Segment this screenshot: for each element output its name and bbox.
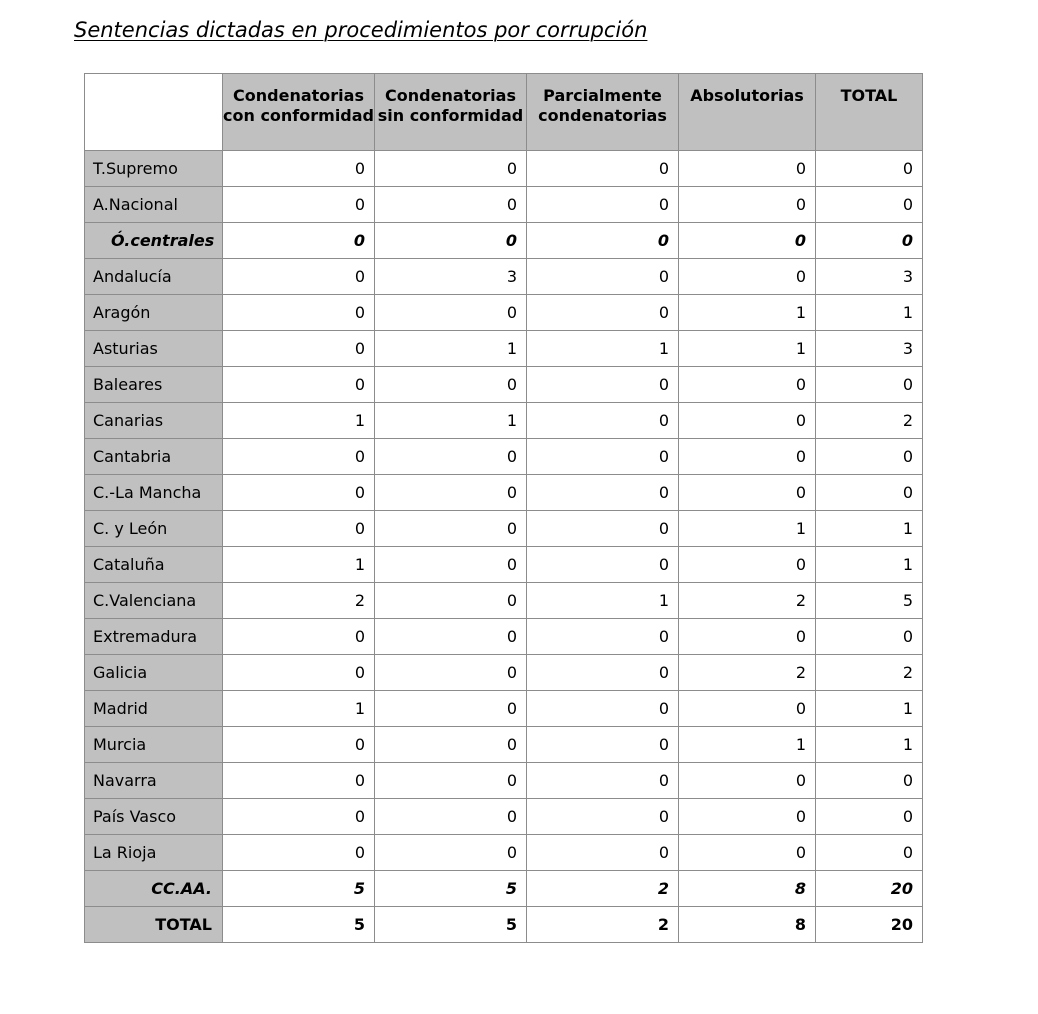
cell-absolutorias: 0 bbox=[679, 835, 816, 871]
cell-total: 1 bbox=[816, 691, 923, 727]
cell-con-conformidad: 1 bbox=[223, 691, 375, 727]
cell-con-conformidad: 5 bbox=[223, 871, 375, 907]
cell-parcialmente: 0 bbox=[527, 439, 679, 475]
cell-parcialmente: 0 bbox=[527, 511, 679, 547]
cell-total: 5 bbox=[816, 583, 923, 619]
cell-con-conformidad: 0 bbox=[223, 331, 375, 367]
row-label: CC.AA. bbox=[85, 871, 223, 907]
cell-total: 0 bbox=[816, 835, 923, 871]
cell-absolutorias: 0 bbox=[679, 691, 816, 727]
cell-total: 1 bbox=[816, 547, 923, 583]
cell-parcialmente: 0 bbox=[527, 655, 679, 691]
row-label: Cantabria bbox=[85, 439, 223, 475]
table-header-row bbox=[85, 74, 923, 151]
cell-parcialmente: 0 bbox=[527, 151, 679, 187]
cell-parcialmente: 0 bbox=[527, 619, 679, 655]
cell-parcialmente: 0 bbox=[527, 799, 679, 835]
cell-con-conformidad: 0 bbox=[223, 187, 375, 223]
table-row bbox=[85, 295, 923, 331]
cell-total: 0 bbox=[816, 619, 923, 655]
cell-absolutorias: 0 bbox=[679, 151, 816, 187]
cell-absolutorias: 0 bbox=[679, 619, 816, 655]
row-label: A.Nacional bbox=[85, 187, 223, 223]
cell-con-conformidad: 0 bbox=[223, 835, 375, 871]
cell-parcialmente: 2 bbox=[527, 907, 679, 943]
cell-absolutorias: 1 bbox=[679, 331, 816, 367]
cell-absolutorias: 0 bbox=[679, 439, 816, 475]
cell-absolutorias: 0 bbox=[679, 367, 816, 403]
table-row bbox=[85, 187, 923, 223]
cell-total: 0 bbox=[816, 187, 923, 223]
row-label: Galicia bbox=[85, 655, 223, 691]
cell-absolutorias: 8 bbox=[679, 871, 816, 907]
cell-con-conformidad: 0 bbox=[223, 619, 375, 655]
cell-parcialmente: 0 bbox=[527, 187, 679, 223]
row-label: Murcia bbox=[85, 727, 223, 763]
table-row bbox=[85, 223, 923, 259]
cell-con-conformidad: 2 bbox=[223, 583, 375, 619]
cell-absolutorias: 0 bbox=[679, 475, 816, 511]
row-label: Canarias bbox=[85, 403, 223, 439]
row-label: Aragón bbox=[85, 295, 223, 331]
table-row bbox=[85, 403, 923, 439]
cell-sin-conformidad: 0 bbox=[375, 547, 527, 583]
cell-absolutorias: 0 bbox=[679, 403, 816, 439]
cell-con-conformidad: 0 bbox=[223, 151, 375, 187]
cell-parcialmente: 0 bbox=[527, 223, 679, 259]
header-condenatorias-con-conformidad: Condenatorias con conformidad bbox=[223, 74, 375, 151]
cell-total: 1 bbox=[816, 727, 923, 763]
table-row bbox=[85, 763, 923, 799]
cell-absolutorias: 1 bbox=[679, 295, 816, 331]
cell-con-conformidad: 0 bbox=[223, 511, 375, 547]
cell-parcialmente: 0 bbox=[527, 475, 679, 511]
cell-sin-conformidad: 0 bbox=[375, 511, 527, 547]
cell-total: 1 bbox=[816, 295, 923, 331]
row-label: Andalucía bbox=[85, 259, 223, 295]
cell-con-conformidad: 0 bbox=[223, 367, 375, 403]
cell-total: 2 bbox=[816, 403, 923, 439]
cell-con-conformidad: 1 bbox=[223, 547, 375, 583]
row-label: C. y León bbox=[85, 511, 223, 547]
table-row bbox=[85, 583, 923, 619]
row-label: Navarra bbox=[85, 763, 223, 799]
cell-absolutorias: 0 bbox=[679, 799, 816, 835]
cell-con-conformidad: 1 bbox=[223, 403, 375, 439]
row-label: Baleares bbox=[85, 367, 223, 403]
table-row bbox=[85, 691, 923, 727]
cell-parcialmente: 0 bbox=[527, 367, 679, 403]
header-absolutorias: Absolutorias bbox=[679, 74, 816, 151]
cell-absolutorias: 0 bbox=[679, 547, 816, 583]
cell-absolutorias: 0 bbox=[679, 259, 816, 295]
cell-absolutorias: 0 bbox=[679, 223, 816, 259]
table-row bbox=[85, 799, 923, 835]
table-row bbox=[85, 511, 923, 547]
row-label: T.Supremo bbox=[85, 151, 223, 187]
cell-con-conformidad: 5 bbox=[223, 907, 375, 943]
table-row bbox=[85, 907, 923, 943]
cell-sin-conformidad: 0 bbox=[375, 439, 527, 475]
cell-parcialmente: 1 bbox=[527, 583, 679, 619]
cell-parcialmente: 0 bbox=[527, 691, 679, 727]
table-row bbox=[85, 547, 923, 583]
cell-parcialmente: 0 bbox=[527, 547, 679, 583]
row-label: TOTAL bbox=[85, 907, 223, 943]
cell-con-conformidad: 0 bbox=[223, 223, 375, 259]
sentences-table bbox=[84, 73, 923, 943]
cell-sin-conformidad: 3 bbox=[375, 259, 527, 295]
header-corner bbox=[85, 74, 223, 151]
cell-total: 3 bbox=[816, 259, 923, 295]
cell-total: 0 bbox=[816, 763, 923, 799]
cell-sin-conformidad: 0 bbox=[375, 151, 527, 187]
cell-con-conformidad: 0 bbox=[223, 727, 375, 763]
cell-absolutorias: 0 bbox=[679, 763, 816, 799]
cell-con-conformidad: 0 bbox=[223, 799, 375, 835]
cell-sin-conformidad: 0 bbox=[375, 223, 527, 259]
cell-total: 20 bbox=[816, 907, 923, 943]
cell-sin-conformidad: 0 bbox=[375, 727, 527, 763]
cell-total: 20 bbox=[816, 871, 923, 907]
cell-sin-conformidad: 1 bbox=[375, 403, 527, 439]
cell-parcialmente: 1 bbox=[527, 331, 679, 367]
row-label: C.Valenciana bbox=[85, 583, 223, 619]
table-row bbox=[85, 331, 923, 367]
cell-absolutorias: 1 bbox=[679, 511, 816, 547]
cell-parcialmente: 0 bbox=[527, 403, 679, 439]
cell-sin-conformidad: 0 bbox=[375, 187, 527, 223]
cell-con-conformidad: 0 bbox=[223, 655, 375, 691]
cell-parcialmente: 0 bbox=[527, 835, 679, 871]
cell-sin-conformidad: 0 bbox=[375, 835, 527, 871]
row-label: País Vasco bbox=[85, 799, 223, 835]
cell-total: 1 bbox=[816, 511, 923, 547]
cell-sin-conformidad: 5 bbox=[375, 871, 527, 907]
cell-absolutorias: 0 bbox=[679, 187, 816, 223]
table-row bbox=[85, 367, 923, 403]
table-row bbox=[85, 727, 923, 763]
cell-sin-conformidad: 0 bbox=[375, 619, 527, 655]
cell-parcialmente: 0 bbox=[527, 763, 679, 799]
cell-con-conformidad: 0 bbox=[223, 295, 375, 331]
cell-con-conformidad: 0 bbox=[223, 475, 375, 511]
cell-absolutorias: 2 bbox=[679, 655, 816, 691]
table-row bbox=[85, 259, 923, 295]
cell-total: 0 bbox=[816, 799, 923, 835]
table-body bbox=[85, 151, 923, 943]
cell-sin-conformidad: 0 bbox=[375, 295, 527, 331]
cell-sin-conformidad: 0 bbox=[375, 763, 527, 799]
row-label: Madrid bbox=[85, 691, 223, 727]
table-row bbox=[85, 151, 923, 187]
table-row bbox=[85, 619, 923, 655]
cell-total: 2 bbox=[816, 655, 923, 691]
table-row bbox=[85, 835, 923, 871]
cell-absolutorias: 1 bbox=[679, 727, 816, 763]
header-condenatorias-sin-conformidad: Condenatorias sin conformidad bbox=[375, 74, 527, 151]
row-label: Ó.centrales bbox=[85, 223, 223, 259]
row-label: La Rioja bbox=[85, 835, 223, 871]
header-parcialmente-condenatorias: Parcialmente condenatorias bbox=[527, 74, 679, 151]
row-label: C.-La Mancha bbox=[85, 475, 223, 511]
cell-parcialmente: 2 bbox=[527, 871, 679, 907]
cell-sin-conformidad: 0 bbox=[375, 583, 527, 619]
cell-sin-conformidad: 1 bbox=[375, 331, 527, 367]
cell-sin-conformidad: 5 bbox=[375, 907, 527, 943]
table-row bbox=[85, 655, 923, 691]
table-row bbox=[85, 871, 923, 907]
cell-total: 0 bbox=[816, 367, 923, 403]
cell-con-conformidad: 0 bbox=[223, 763, 375, 799]
row-label: Asturias bbox=[85, 331, 223, 367]
cell-sin-conformidad: 0 bbox=[375, 475, 527, 511]
cell-sin-conformidad: 0 bbox=[375, 799, 527, 835]
cell-total: 0 bbox=[816, 439, 923, 475]
cell-parcialmente: 0 bbox=[527, 259, 679, 295]
cell-total: 0 bbox=[816, 151, 923, 187]
row-label: Cataluña bbox=[85, 547, 223, 583]
table-row bbox=[85, 439, 923, 475]
cell-con-conformidad: 0 bbox=[223, 259, 375, 295]
cell-con-conformidad: 0 bbox=[223, 439, 375, 475]
cell-absolutorias: 2 bbox=[679, 583, 816, 619]
header-total: TOTAL bbox=[816, 74, 923, 151]
cell-absolutorias: 8 bbox=[679, 907, 816, 943]
cell-total: 3 bbox=[816, 331, 923, 367]
page-title: Sentencias dictadas en procedimientos por corrupción bbox=[74, 18, 648, 42]
cell-total: 0 bbox=[816, 223, 923, 259]
row-label: Extremadura bbox=[85, 619, 223, 655]
cell-parcialmente: 0 bbox=[527, 727, 679, 763]
cell-parcialmente: 0 bbox=[527, 295, 679, 331]
table-row bbox=[85, 475, 923, 511]
cell-sin-conformidad: 0 bbox=[375, 655, 527, 691]
cell-total: 0 bbox=[816, 475, 923, 511]
cell-sin-conformidad: 0 bbox=[375, 367, 527, 403]
cell-sin-conformidad: 0 bbox=[375, 691, 527, 727]
